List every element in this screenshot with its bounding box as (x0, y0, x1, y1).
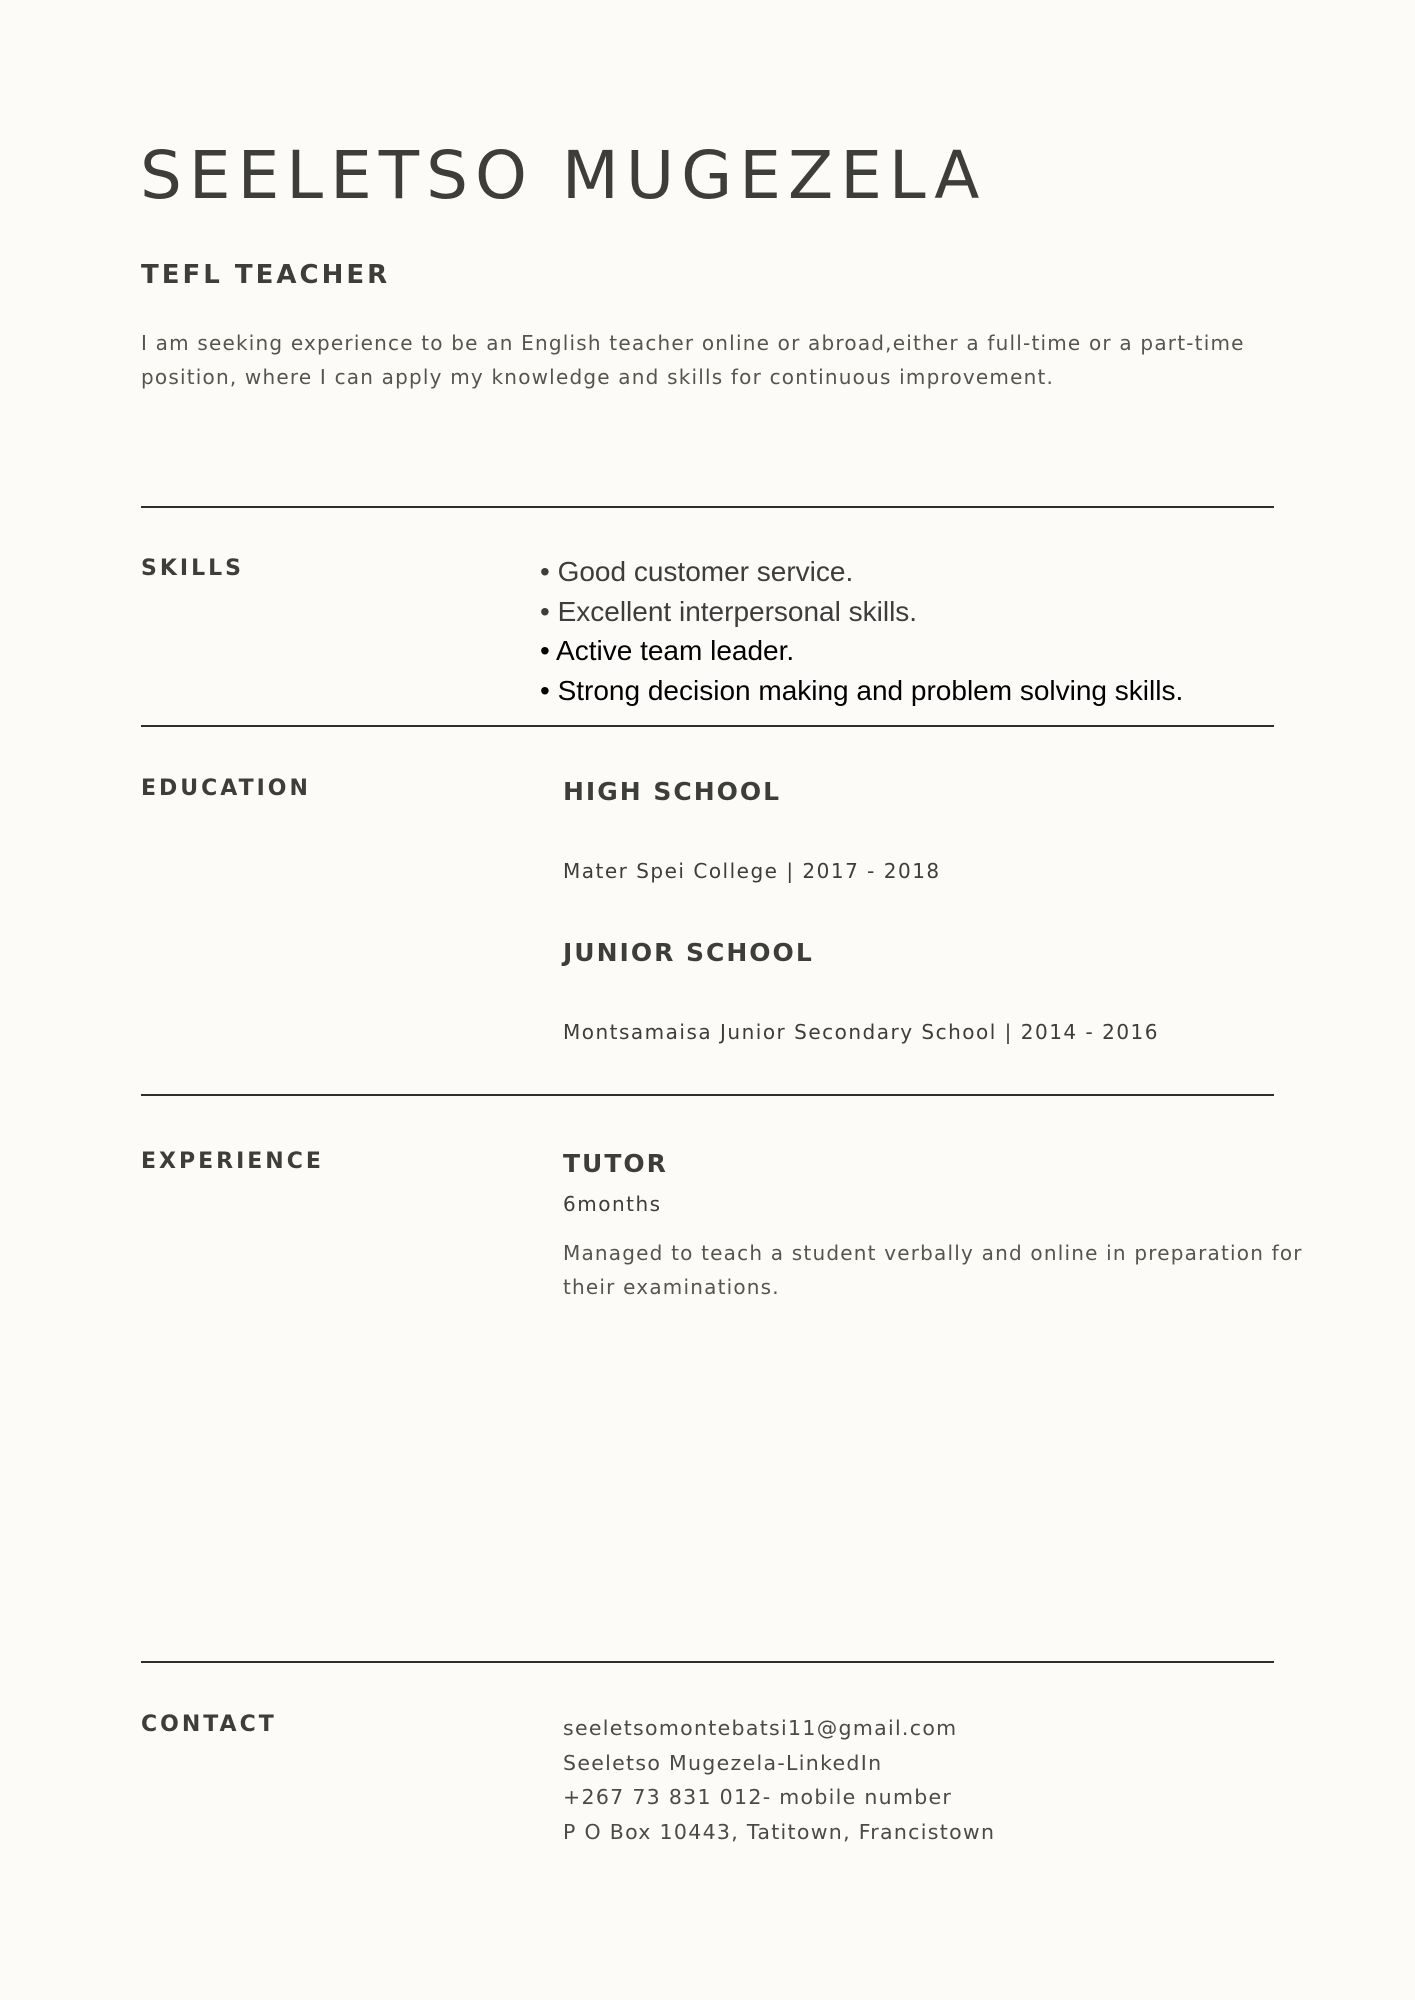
section-label-contact: CONTACT (141, 1712, 277, 1737)
profile-summary: I am seeking experience to be an English teacher online or abroad,either a full-time or a part-time position, where I can apply my knowledge and skills for continuous improvement. (141, 331, 1245, 389)
section-label-education: EDUCATION (141, 776, 311, 801)
skill-item: • Excellent interpersonal skills. (540, 595, 918, 627)
skill-item: • Active team leader. (540, 635, 795, 666)
section-label-skills: SKILLS (141, 556, 244, 581)
contact-phone: +267 73 831 012- mobile number (563, 1785, 953, 1809)
contact-address: P O Box 10443, Tatitown, Francistown (563, 1819, 996, 1844)
divider-education (141, 725, 1274, 727)
section-label-experience: EXPERIENCE (141, 1149, 324, 1174)
experience-title: TUTOR (563, 1149, 668, 1178)
skills-list (540, 552, 1183, 710)
contact-linkedin: Seeletso Mugezela-LinkedIn (563, 1750, 883, 1775)
experience-description: Managed to teach a student verbally and online in preparation for their examinations. (563, 1241, 1303, 1299)
education-title-high-school: HIGH SCHOOL (563, 777, 782, 806)
contact-email: seeletsomontebatsi11@gmail.com (563, 1716, 958, 1740)
candidate-name: SEELETSO MUGEZELA (140, 137, 987, 214)
divider-contact (141, 1661, 1274, 1663)
divider-skills (141, 506, 1274, 508)
experience-duration: 6months (563, 1192, 662, 1216)
education-detail-junior-school: Montsamaisa Junior Secondary School | 2014 - 2016 (563, 1020, 1159, 1044)
education-title-junior-school: JUNIOR SCHOOL (563, 938, 814, 967)
skill-item: • Good customer service. (540, 556, 854, 587)
education-detail-high-school: Mater Spei College | 2017 - 2018 (563, 859, 941, 883)
contact-details (563, 1711, 995, 1849)
divider-experience (141, 1094, 1274, 1096)
skill-item: • Strong decision making and problem solving skills. (540, 674, 1184, 706)
job-title: TEFL TEACHER (141, 260, 391, 290)
